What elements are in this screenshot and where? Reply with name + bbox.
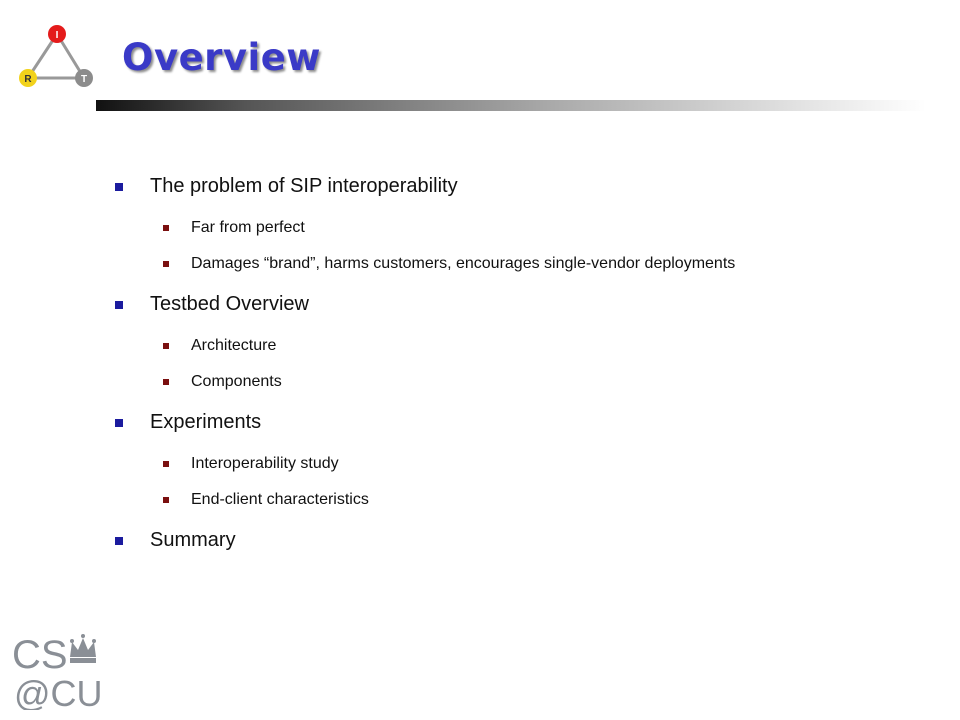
bullet-item [150,293,309,316]
sub-bullet-text: Architecture [191,337,277,354]
sub-bullet-text: Components [191,373,282,390]
bullet-square-icon [115,183,123,191]
bullet-item [150,411,261,434]
sub-bullet-text: Far from perfect [191,219,305,236]
sub-bullet-item [191,337,276,355]
crown-icon [70,634,96,663]
title-underline [96,100,926,111]
sub-bullet-square-icon [163,461,169,467]
node-i-label: I [55,30,59,41]
node-t-label: T [80,74,88,85]
slide-title: Overview [122,36,321,79]
sub-bullet-item [191,455,339,473]
bullet-square-icon [115,301,123,309]
bullet-square-icon [115,419,123,427]
bullet-text: Experiments [150,411,262,433]
cu-logo-text: @CU [14,673,103,710]
sub-bullet-item [191,219,305,237]
bullet-text: Testbed Overview [150,293,309,315]
bullet-text: The problem of SIP interoperability [150,175,458,197]
sub-bullet-item [191,373,282,391]
sub-bullet-text: Damages “brand”, harms customers, encourages single-vendor deployments [191,255,736,272]
irt-logo [14,20,100,98]
sub-bullet-square-icon [163,343,169,349]
sub-bullet-square-icon [163,379,169,385]
bullet-item [150,529,236,552]
sub-bullet-text: End-client characteristics [191,491,369,508]
bullet-item [150,175,458,198]
sub-bullet-square-icon [163,497,169,503]
sub-bullet-square-icon [163,261,169,267]
cs-logo-text: CS [12,633,68,677]
bullet-text: Summary [150,529,236,551]
sub-bullet-square-icon [163,225,169,231]
cs-cu-logo [12,630,108,710]
sub-bullet-text: Interoperability study [191,455,339,472]
bullet-square-icon [115,537,123,545]
sub-bullet-item [191,255,735,273]
node-r-label: R [24,74,32,85]
sub-bullet-item [191,491,369,509]
